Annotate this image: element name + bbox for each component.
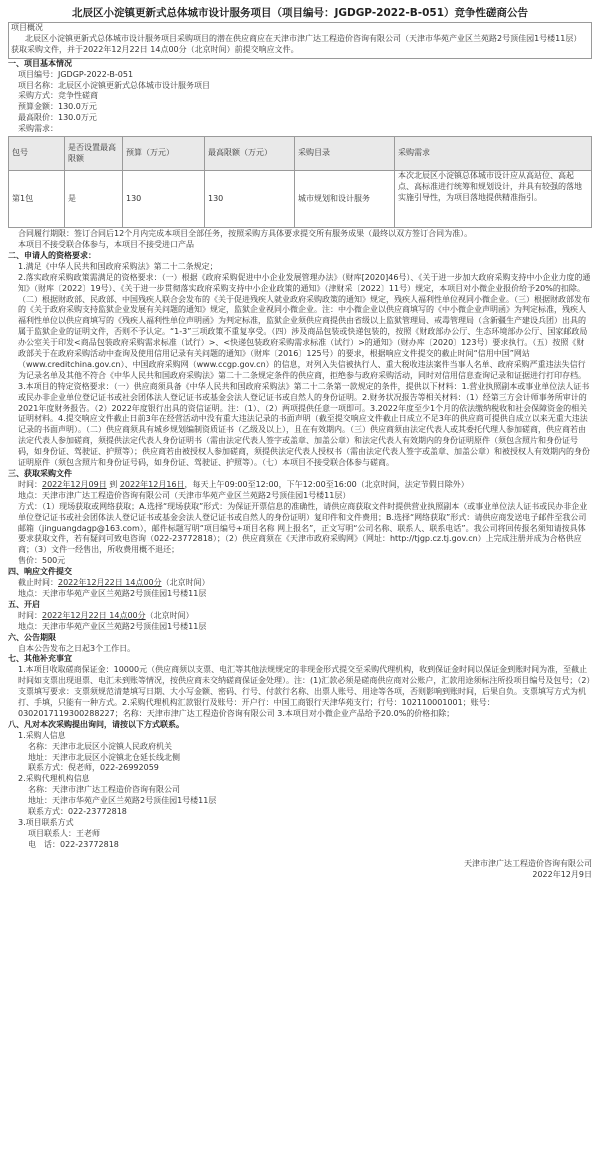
obtain-time-label: 时间： <box>18 479 42 489</box>
section-4-heading: 四、响应文件提交 <box>8 567 72 577</box>
requirements-table <box>8 136 592 228</box>
submit-place: 地点：天津市华苑产业区兰苑路2号顶佳园1号楼11层 <box>18 588 207 598</box>
purchaser-name: 名称：天津市北辰区小淀镇人民政府机关 <box>28 741 172 751</box>
signature-block <box>8 859 592 881</box>
section-1-body <box>8 70 592 135</box>
project-contact-title: 3.项目联系方式 <box>18 818 74 827</box>
agency-title: 2.采购代理机构信息 <box>18 774 90 784</box>
deadline-label: 截止时间： <box>18 578 58 588</box>
contract-period: 合同履行期限：签订合同后12个月内完成本项目全部任务，按照采购方具体要求提交所有服务成果（最终以双方签订合同为准）。 <box>18 229 473 239</box>
opening-time <box>18 611 592 622</box>
th-max-limit: 最高限额（万元） <box>205 137 295 171</box>
th-package: 包号 <box>9 137 65 171</box>
table-header-row <box>9 137 592 171</box>
section-7-heading: 七、其他补充事宜 <box>8 654 72 664</box>
agency-address: 地址：天津市华苑产业区兰苑路2号顶佳园1号楼11层 <box>28 796 217 806</box>
opening-place: 地点：天津市华苑产业区兰苑路2号顶佳园1号楼11层 <box>18 621 207 631</box>
procurement-method: 采购方式：竞争性磋商 <box>18 91 98 101</box>
opening-time-label: 时间： <box>18 610 42 620</box>
submit-deadline <box>18 578 592 589</box>
th-budget: 预算（万元） <box>123 137 205 171</box>
section-4-body <box>8 578 592 600</box>
section-5-body <box>8 611 592 633</box>
section-1-heading: 一、项目基本情况 <box>8 58 72 68</box>
cell-limit-set: 是 <box>65 171 123 228</box>
project-contact-person: 项目联系人：王老师 <box>28 828 100 838</box>
qualification-3: 3.本项目的特定资格要求：（一）供应商须具备《中华人民共和国政府采购法》第二十二条第一款规定的条件，提供以下材料：1.营业执照副本或事业单位法人证书或民办非企业单位登记证书或社会团体法人登记证书或基金会法人登记证书或自然人的身份证明。2.财务状况报告等相关材料：（1）经第三方会计师事务所审计的2021年度财务报告。（2）2022年度银行出具的资信证明。注：（1）、（2）两项提供任意一项即可。3.2022年度至少1个月的依法缴纳税收和社会保障资金的相关证明材料。4.提交响应文件截止日前3年在经营活动中没有重大违法记录的书面声明（截至提交响应文件截止日成立不足3年的供应商可提供自成立以来无重大违法记录的书面声明）。（二）供应商须具有城乡规划编制资质证书（乙级及以上），且在有效期内。（三）供应商须由法定代表人或其委托代理人参加磋商，供应商若由法定代表人参加磋商，须提供法定代表人身份证明书（需由法定代表人签字或盖章、加盖公章）和法定代表人有效期内的身份证明原件（须包含照片和身份证号码，如身份证、驾驶证、护照等）；供应商若由被授权人参加磋商，须提供法定代表人授权书（需由法定代表人签字或盖章、加盖公章）和被授权人有效期内的身份证明原件（须包含照片和身份证号码，如身份证、驾驶证、护照等）。（七）本项目不接受联合体参与磋商。 <box>18 381 590 468</box>
section-2-body <box>8 262 592 469</box>
signature-date: 2022年12月9日 <box>532 869 592 879</box>
obtain-start-date: 2022年12月09日 <box>42 479 107 489</box>
section-8-heading: 八、凡对本次采购提出询问，请按以下方式联系。 <box>8 719 184 729</box>
obtain-place: 地点：天津市津广达工程造价咨询有限公司（天津市华苑产业区兰苑路2号顶佳园1号楼11层） <box>18 490 351 500</box>
cell-budget: 130 <box>123 171 205 228</box>
section-2-heading: 二、申请人的资格要求： <box>8 250 96 260</box>
needs-label: 采购需求： <box>18 124 58 134</box>
signature-org: 天津市津广达工程造价咨询有限公司 <box>464 858 592 868</box>
announcement-page <box>8 0 592 881</box>
cell-package: 第1包 <box>9 171 65 228</box>
obtain-hours: ，每天上午09:00至12:00，下午12:00至16:00（北京时间，法定节假日除外） <box>184 479 469 489</box>
overview-text: 北辰区小淀镇更新式总体城市设计服务项目采购项目的潜在供应商应在天津市津广达工程造价咨询有限公司（天津市华苑产业区兰苑路2号顶佳园1号楼11层）获取采购文件，并于2022年12月22日 14点00分（北京时间）前提交响应文件。 <box>11 33 582 54</box>
section-1-tail <box>8 229 592 251</box>
max-price: 最高限价：130.0万元 <box>18 113 97 123</box>
cell-catalog: 城市规划和设计服务 <box>295 171 395 228</box>
budget-amount: 预算金额：130.0万元 <box>18 102 97 112</box>
overview-heading: 项目概况 <box>11 23 43 32</box>
section-7-body <box>8 665 592 720</box>
overview-box <box>8 22 592 59</box>
th-catalog: 采购目录 <box>295 137 395 171</box>
project-name: 项目名称：北辰区小淀镇更新式总体城市设计服务项目 <box>18 80 210 90</box>
supplementary-info: 1.本项目收取磋商保证金：10000元（供应商须以支票、电汇等其他法规规定的非现金形式提交至采购代理机构，收到保证金时间以保证金到账时间为准，至截止时间如支票出现退票、电汇未到账等情况，按供应商未交纳磋商保证金处理）。注：(1)汇款必须是磋商供应商对公账户，汇款用途须标注所投项目编号及包号；（2）支票填写要求：支票须规范清楚填写日期、大小写金额、密码、行号、付款行名称、出票人账号、用途等各项，否则影响到账时间，后果自负。支票填写方式为机打、手填，只能有一种方式。2.采购代理机构汇款银行及账号：开户行：中国工商银行天津华苑支行；行号：102110001001；账号：0302017119300288227；名称：天津市津广达工程造价咨询有限公司 3.本项目对小微企业产品给予20.0%的价格扣除； <box>18 665 591 718</box>
section-5-heading: 五、开启 <box>8 599 40 609</box>
obtain-manner: 方式：（1）现场获取或网络获取；A.选择“现场获取”形式：为保证开票信息的准确性，请供应商获取文件时提供营业执照副本（或事业单位法人证书或民办非企业单位登记证书或社会团体法人登记证书或基金会法人登记证书或自然人的身份证明）复印件和文件费用；B.选择“网络获取”形式：请供应商发送电子邮件至我公司邮箱（jinguangdagp@163.com），邮件标题写明“项目编号+项目名称 网上报名”，正文写明“公司名称、联系人、联系电话”。我公司将回传报名须知请按具体要求获取文件，若有疑问可致电咨询（022-23772818）；（2）供应商须在《天津市政府采购网》（网址：http://tjgp.cz.tj.gov.cn）上完成注册并成为合格供应商；（3）文件一经售出，所收费用概不退还； <box>18 501 588 555</box>
obtain-end-date: 2022年12月16日 <box>119 479 185 489</box>
opening-time-zone: （北京时间） <box>145 610 194 620</box>
page-title: 北辰区小淀镇更新式总体城市设计服务项目（项目编号：JGDGP-2022-B-051）竞争性磋商公告 <box>71 7 529 19</box>
section-3-body <box>8 480 592 567</box>
section-6-body <box>8 644 592 655</box>
table-row <box>9 171 592 228</box>
agency-name: 名称：天津市津广达工程造价咨询有限公司 <box>28 785 180 795</box>
qualification-1: 1.满足《中华人民共和国政府采购法》第二十二条规定； <box>18 261 218 271</box>
cell-needs: 本次北辰区小淀镇总体城市设计应从高站位、高起点、高标准进行统筹和规划设计，并具有较强的落地实施引导性，为项目落地提供精准指引。 <box>395 171 592 228</box>
deadline-value: 2022年12月22日 14点00分 <box>58 578 162 588</box>
obtain-to: 到 <box>106 479 120 489</box>
section-3-heading: 三、获取采购文件 <box>8 469 72 478</box>
section-8-body <box>8 731 592 851</box>
section-6-heading: 六、公告期限 <box>8 632 56 642</box>
document-price: 售价：500元 <box>18 556 66 566</box>
purchaser-contact: 联系方式：倪老师，022-26992059 <box>28 763 159 773</box>
project-code: 项目编号：JGDGP-2022-B-051 <box>18 69 134 79</box>
obtain-time <box>18 480 592 491</box>
agency-contact: 联系方式：022-23772818 <box>28 807 127 817</box>
opening-time-value: 2022年12月22日 14点00分 <box>42 610 146 620</box>
cell-max-limit: 130 <box>205 171 295 228</box>
th-needs: 采购需求 <box>395 137 592 171</box>
th-limit-set: 是否设置最高限额 <box>65 137 123 171</box>
qualification-2: 2.落实政府采购政策需满足的资格要求：（一）根据《政府采购促进中小企业发展管理办法》（财库[2020]46号）、《关于进一步加大政府采购支持中小企业力度的通知》（财库〔2022〕19号）、《关于进一步贯彻落实政府采购支持中小企业政策的通知》（津财采〔2022〕11号）规定，本项目对小微企业报价给予20%的扣除。（二）根据财政部、民政部、中国残疾人联合会发布的《关于促进残疾人就业政府采购政策的通知》规定，残疾人福利性单位视同小微企业。（三）根据财政部发布的《关于政府采购支持监狱企业发展有关问题的通知》规定，监狱企业视同小微企业。注：中小微企业以供应商填写的《中小微企业声明函》为判定标准，残疾人福利性单位以供应商填写的《残疾人福利性单位声明函》为判定标准，监狱企业须供应商提供由省级以上监狱管理局、戒毒管理局（含新疆生产建设兵团）出具的属于监狱企业的证明文件，否则不予认定。“1-3”三项政策不重复享受。（四）涉及商品包装或快递包装的，按照《财政部办公厅、生态环境部办公厅、国家邮政局办公室关于印发<商品包装政府采购需求标准（试行）>、<快递包装政府采购需求标准（试行）>的通知》（财办库〔2020〕123号）要求执行。（五）按照《财政部关于在政府采购活动中查询及使用信用记录有关问题的通知》（财库〔2016〕125号）的要求，根据响应文件提交的截止时间“信用中国”网站（www.creditchina.gov.cn）、中国政府采购网（www.ccgp.gov.cn）的信息，对列入失信被执行人、重大税收违法案件当事人名单、政府采购严重违法失信行为记录名单及其他不符合《中华人民共和国政府采购法》第二十二条规定条件的供应商，拒绝参与政府采购活动，同时对信用信息查询记录和证据进行打印存档。 <box>18 272 591 380</box>
deadline-zone: （北京时间） <box>161 578 210 588</box>
project-contact-phone: 电 话：022-23772818 <box>28 839 119 849</box>
purchaser-address: 地址：天津市北辰区小淀镇北仓延长线北侧 <box>28 752 180 762</box>
notice-period: 自本公告发布之日起3个工作日。 <box>18 643 136 653</box>
purchaser-title: 1.采购人信息 <box>18 730 66 740</box>
consortium-note: 本项目不接受联合体参与，本项目不接受进口产品 <box>18 239 194 249</box>
